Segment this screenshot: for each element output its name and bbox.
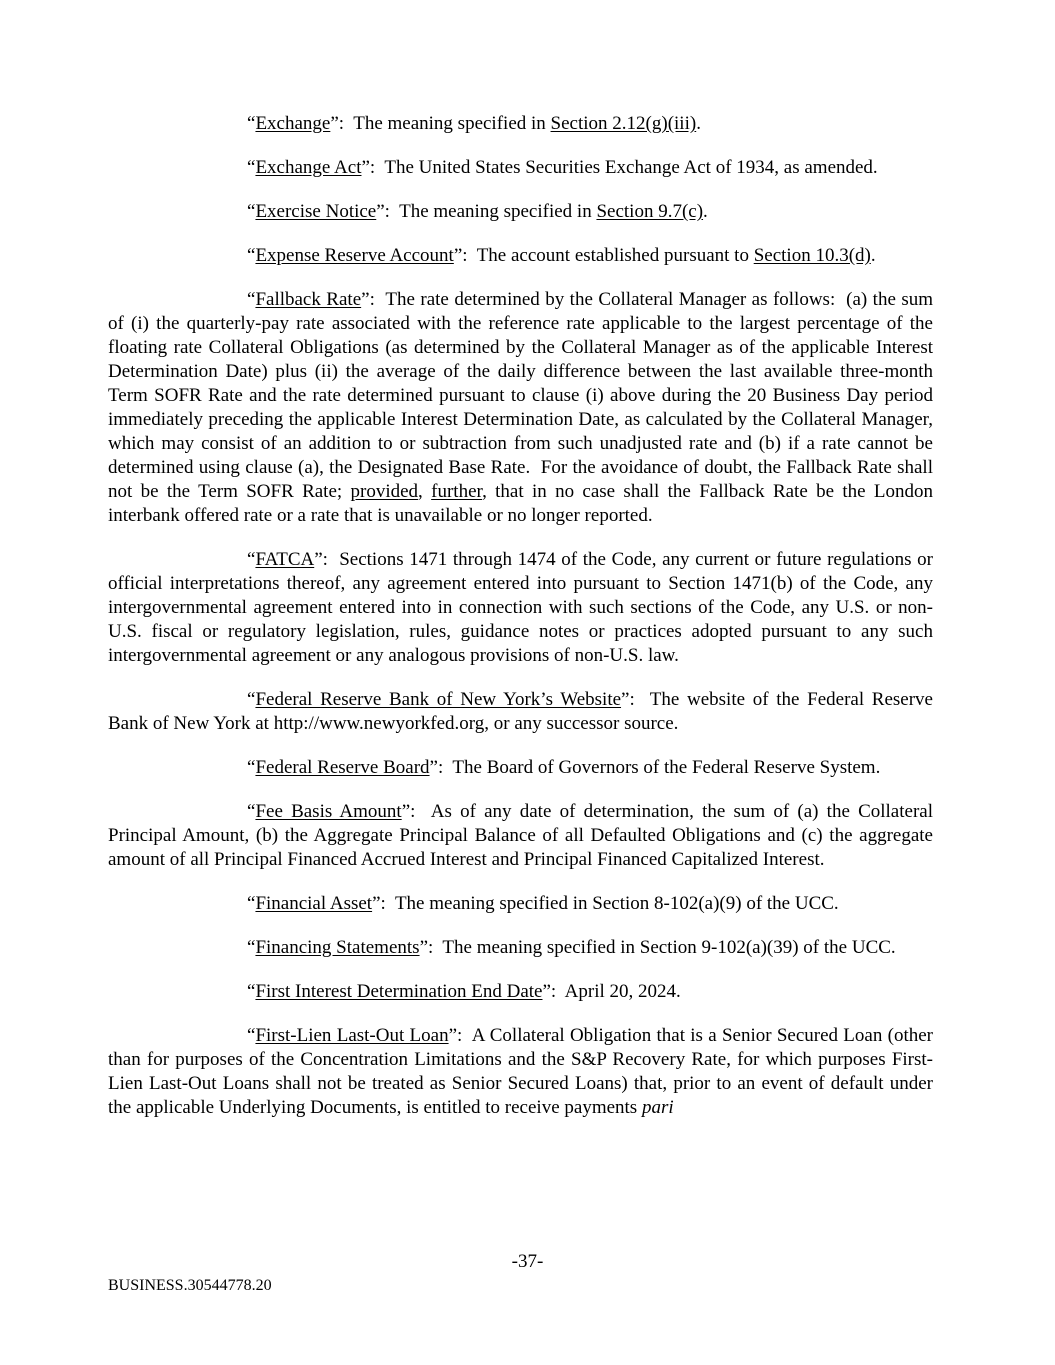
- text-run: “: [247, 113, 256, 134]
- text-run: .: [696, 113, 701, 134]
- paragraph-exchange: [108, 112, 933, 136]
- defined-term-or-section-ref: Section 2.12(g)(iii): [550, 113, 697, 134]
- paragraph-fee-basis-amount: [108, 800, 933, 872]
- document-body: [108, 112, 933, 1140]
- defined-term-or-section-ref: Financial Asset: [255, 893, 373, 914]
- text-run: .: [870, 245, 876, 266]
- text-run: ”: The account established pursuant to: [453, 245, 754, 266]
- text-run: ”: The meaning specified in: [330, 113, 551, 134]
- defined-term-or-section-ref: provided: [350, 481, 419, 502]
- paragraph-federal-reserve-board: [108, 756, 933, 780]
- paragraph-exercise-notice: [108, 200, 933, 224]
- text-run: ”: As of any date of determination, the sum of (a) the Collateral Principal Amount, (b) the Aggregate Principal Balance of all Defaulted Obligations and (c) the aggregate amount of all Principal Financed Accrued Interest and Principal Financed Capitalized Interest.: [108, 801, 933, 870]
- text-run: ”: The meaning specified in Section 9-102(a)(39) of the UCC.: [419, 937, 896, 958]
- paragraph-fatca: [108, 548, 933, 668]
- text-run: “: [247, 245, 256, 266]
- text-run: “: [247, 549, 256, 570]
- defined-term-or-section-ref: Exchange: [255, 113, 331, 134]
- text-run: “: [247, 157, 256, 178]
- text-run: ,: [418, 481, 432, 502]
- text-run: ”: The website of the Federal Reserve Bank of New York at http://www.newyorkfed.org, or any successor source.: [108, 689, 933, 734]
- text-run: ”: Sections 1471 through 1474 of the Code, any current or future regulations or official interpretations thereof, any agreement entered into pursuant to Section 1471(b) of the Code, any intergovernmental agreement entered into in connection with such sections of the Code, any U.S. or non-U.S. fiscal or regulatory legislation, rules, guidance notes or practices adopted pursuant to any such intergovernmental agreement or any analogous provisions of non-U.S. law.: [108, 549, 933, 666]
- page-number: -37-: [511, 1251, 544, 1272]
- defined-term-or-section-ref: Financing Statements: [255, 937, 420, 958]
- defined-term-or-section-ref: Exchange Act: [255, 157, 362, 178]
- defined-term-or-section-ref: Section 10.3(d): [753, 245, 871, 266]
- paragraph-expense-reserve-account: [108, 244, 933, 268]
- document-id: BUSINESS.30544778.20: [108, 1277, 272, 1294]
- text-run: “: [247, 981, 256, 1002]
- defined-term-or-section-ref: FATCA: [255, 549, 315, 570]
- text-run: ”: The Board of Governors of the Federal Reserve System.: [429, 757, 881, 778]
- paragraph-financial-asset: [108, 892, 933, 916]
- text-run: ”: The rate determined by the Collateral Manager as follows: (a) the sum of (i) the quarterly-pay rate associated with the reference rate applicable to the largest percentage of the floating rate Collateral Obligations (as determined by the Collateral Manager as of the applicable Interest Determination Date) plus (ii) the average of the daily difference between the last available three-month Term SOFR Rate and the rate determined pursuant to clause (i) above during the 20 Business Day period immediately preceding the applicable Interest Determination Date, as calculated by the Collateral Manager, which may consist of an addition to or subtraction from such unadjusted rate and (b) if a rate cannot be determined using clause (a), the Designated Base Rate. For the avoidance of doubt, the Fallback Rate shall not be the Term SOFR Rate;: [108, 289, 933, 502]
- paragraph-exchange-act: [108, 156, 933, 180]
- text-run: “: [247, 893, 256, 914]
- text-run: “: [247, 757, 256, 778]
- text-run: “: [247, 937, 256, 958]
- defined-term-or-section-ref: First-Lien Last-Out Loan: [255, 1025, 449, 1046]
- defined-term-or-section-ref: further: [431, 481, 483, 502]
- text-run: “: [247, 289, 256, 310]
- paragraph-first-interest-determination-end-date: [108, 980, 933, 1004]
- defined-term-or-section-ref: Federal Reserve Board: [255, 757, 430, 778]
- text-run: ”: The meaning specified in Section 8-102(a)(9) of the UCC.: [372, 893, 839, 914]
- paragraph-first-lien-last-out-loan: [108, 1024, 933, 1120]
- paragraph-fallback-rate: [108, 288, 933, 528]
- text-run: “: [247, 1025, 256, 1046]
- text-run: ”: The meaning specified in: [376, 201, 597, 222]
- text-run: “: [247, 801, 256, 822]
- defined-term-or-section-ref: Section 9.7(c): [596, 201, 704, 222]
- defined-term-or-section-ref: Fallback Rate: [255, 289, 362, 310]
- paragraph-financing-statements: [108, 936, 933, 960]
- text-run: ”: The United States Securities Exchange Act of 1934, as amended.: [361, 157, 878, 178]
- text-run: “: [247, 201, 256, 222]
- text-run: ”: A Collateral Obligation that is a Senior Secured Loan (other than for purposes of the Concentration Limitations and the S&P Recovery Rate, for which purposes First-Lien Last-Out Loans shall not be treated as Senior Secured Loans) that, prior to an event of default under the applicable Underlying Documents, is entitled to receive payments: [108, 1025, 933, 1118]
- defined-term-or-section-ref: Expense Reserve Account: [255, 245, 454, 266]
- text-run: .: [703, 201, 708, 222]
- paragraph-federal-reserve-bank-of-new-yorks-website: [108, 688, 933, 736]
- defined-term-or-section-ref: Exercise Notice: [255, 201, 377, 222]
- text-run: ”: April 20, 2024.: [542, 981, 681, 1002]
- defined-term-or-section-ref: Federal Reserve Bank of New York’s Website: [255, 689, 622, 710]
- defined-term-or-section-ref: Fee Basis Amount: [255, 801, 402, 822]
- text-run: , that in no case shall the Fallback Rate be the London interbank offered rate or a rate that is unavailable or no longer reported.: [108, 481, 933, 526]
- text-run: “: [247, 689, 256, 710]
- italic-text: pari: [641, 1097, 674, 1118]
- defined-term-or-section-ref: First Interest Determination End Date: [255, 981, 543, 1002]
